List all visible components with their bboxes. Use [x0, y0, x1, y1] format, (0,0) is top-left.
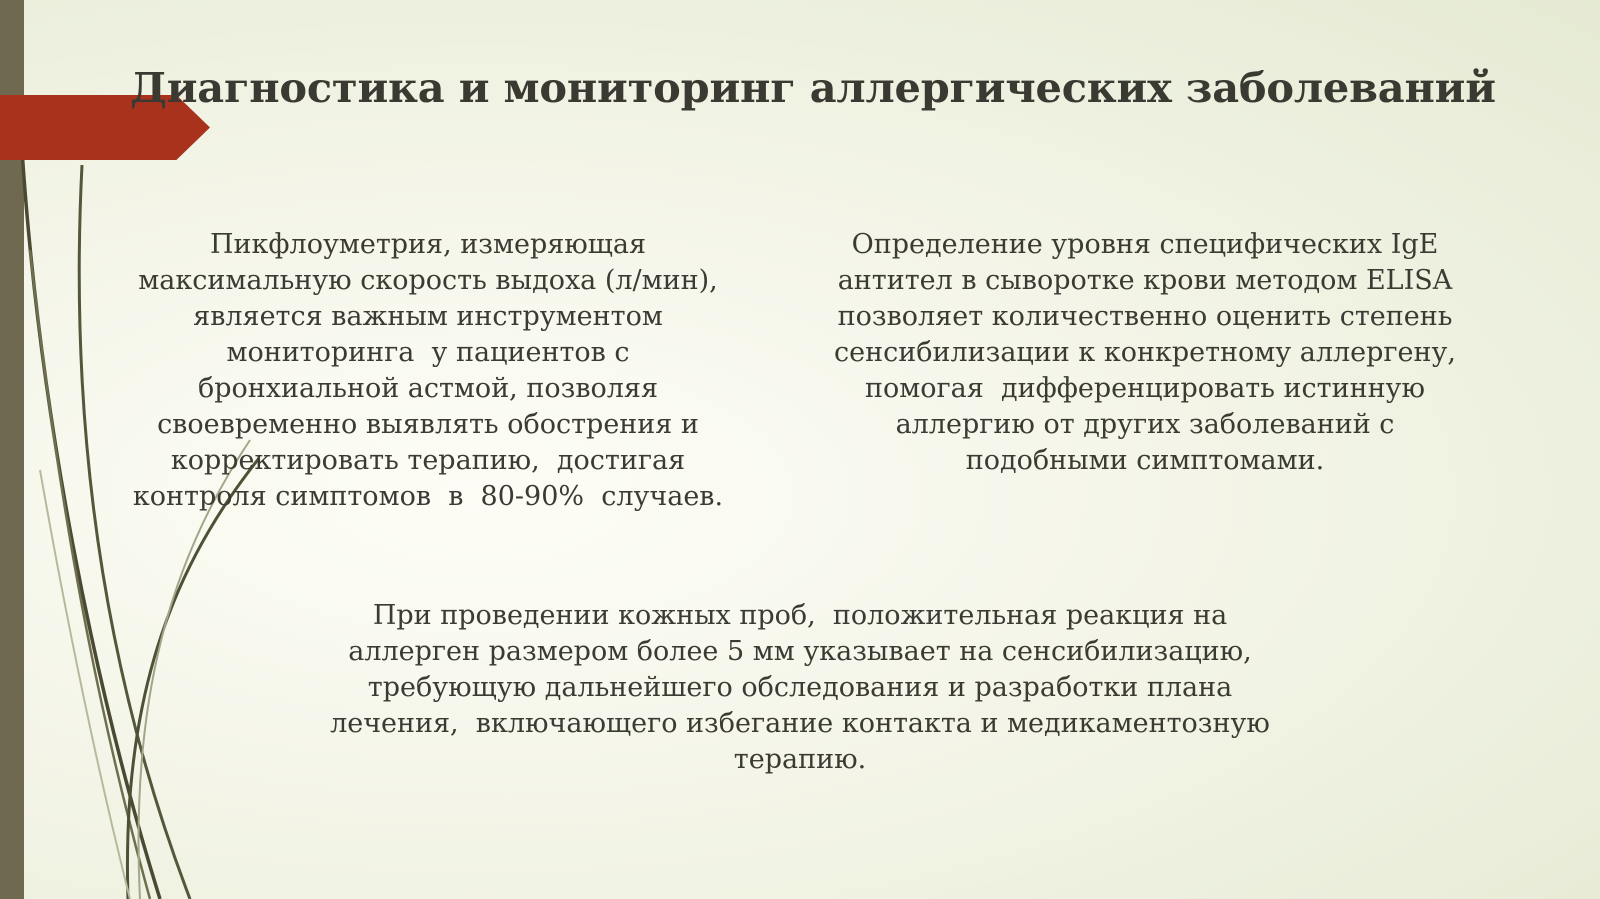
text-line: Определение уровня специфических IgE	[851, 229, 1439, 260]
text-line: контроля симптомов в 80-90% случаев.	[132, 481, 724, 512]
text-line: позволяет количественно оценить степень	[837, 301, 1453, 332]
text-line: мониторинга у пациентов с	[226, 337, 630, 368]
text-line: является важным инструментом	[193, 301, 663, 332]
text-line: бронхиальной астмой, позволяя	[197, 373, 658, 404]
ige-elisa-text-block	[795, 227, 1495, 479]
text-line: При проведении кожных проб, положительная реакция на	[372, 600, 1228, 631]
text-line: подобными симптомами.	[965, 445, 1325, 476]
text-line: требующую дальнейшего обследования и разработки плана	[367, 672, 1233, 703]
skin-test-text-block	[290, 598, 1310, 778]
text-line: аллерген размером более 5 мм указывает на сенсибилизацию,	[348, 636, 1252, 667]
text-line: помогая дифференцировать истинную	[865, 373, 1425, 404]
text-line: Пикфлоуметрия, измеряющая	[210, 229, 646, 260]
text-line: терапию.	[733, 744, 867, 775]
text-line: лечения, включающего избегание контакта и медикаментозную	[330, 708, 1270, 739]
text-line: аллергию от других заболеваний с	[895, 409, 1395, 440]
text-line: своевременно выявлять обострения и	[157, 409, 699, 440]
text-line: антител в сыворотке крови методом ELISA	[837, 265, 1453, 296]
curve-line-6	[40, 470, 130, 899]
text-line: корректировать терапию, достигая	[170, 445, 686, 476]
slide-title: Диагностика и мониторинг аллергических заболеваний	[130, 63, 1496, 112]
text-line: сенсибилизации к конкретному аллергену,	[833, 337, 1456, 368]
peakflow-text-block	[108, 227, 748, 515]
text-line: максимальную скорость выдоха (л/мин),	[138, 265, 718, 296]
